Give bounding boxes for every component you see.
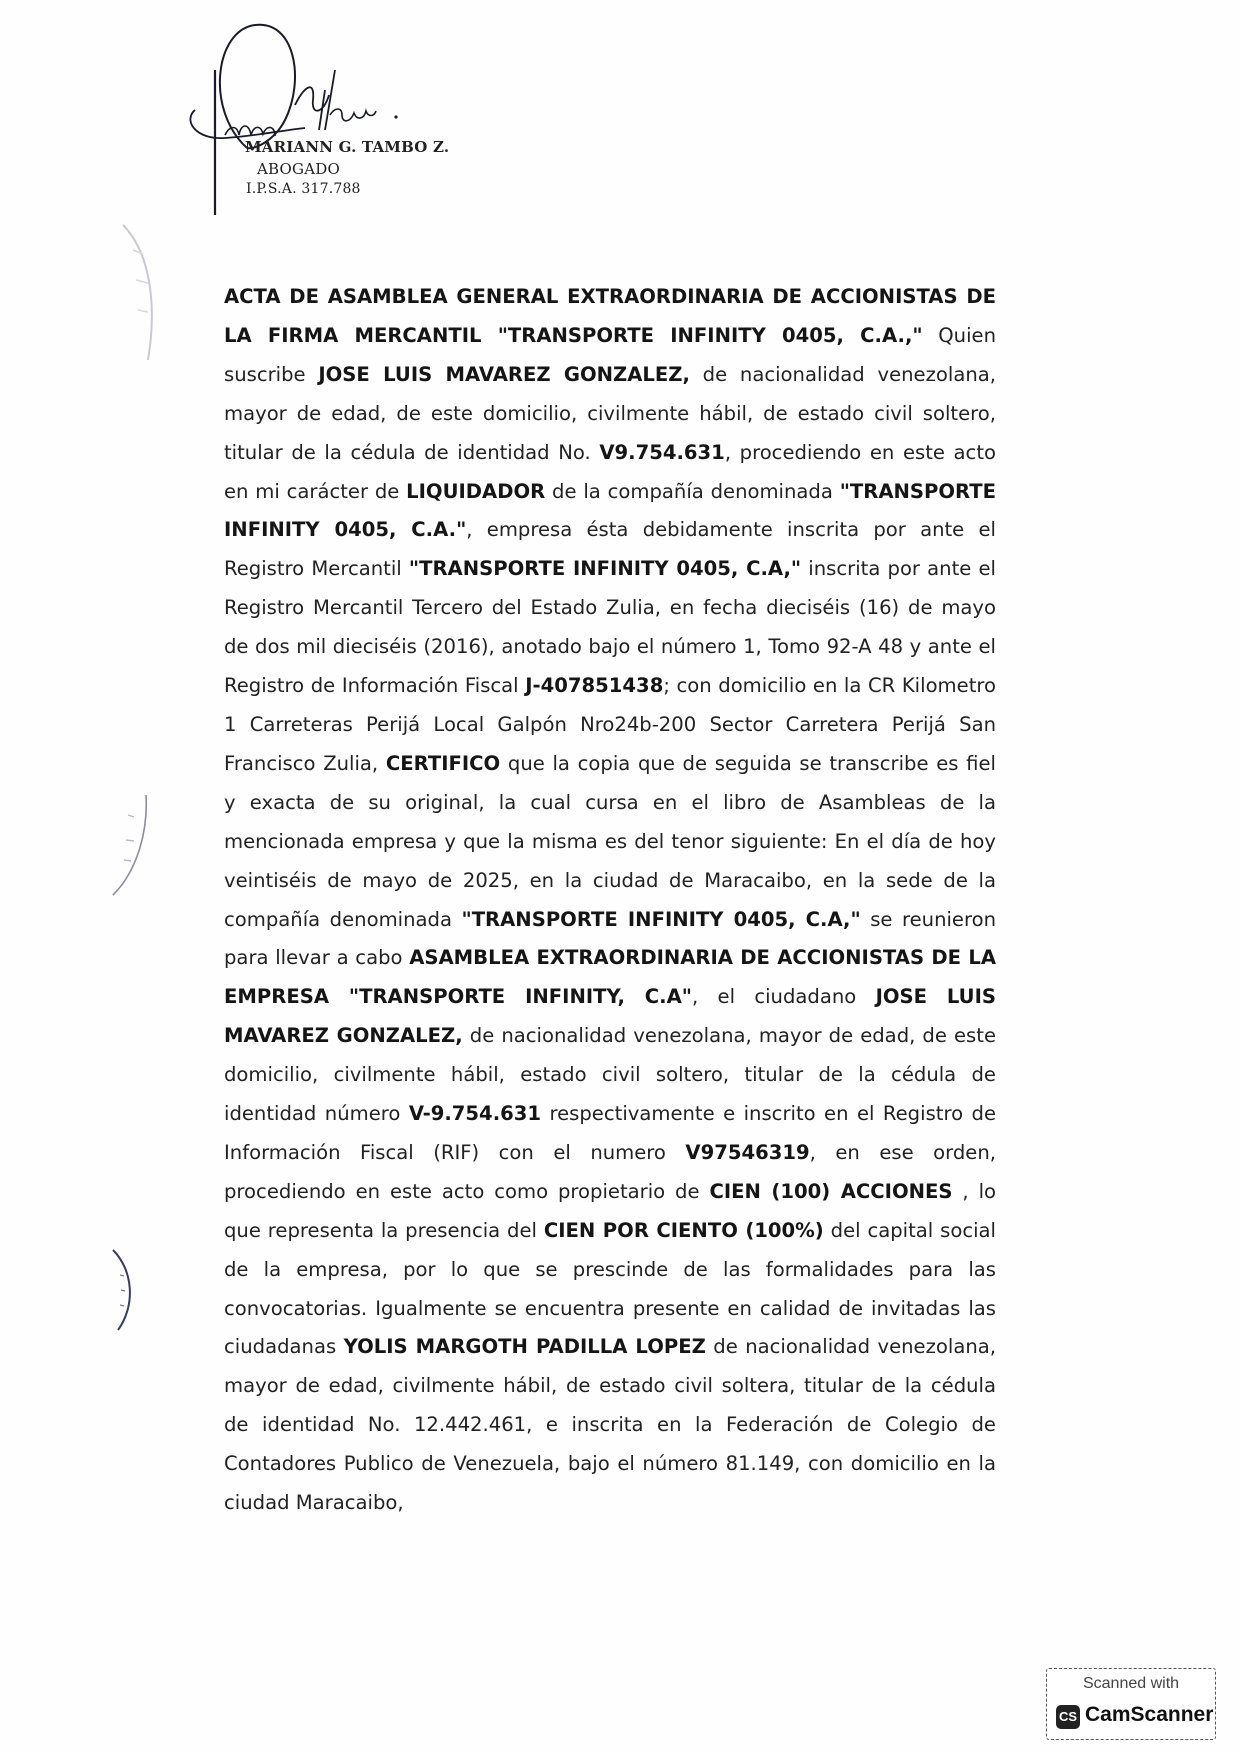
bold-text-run: YOLIS MARGOTH PADILLA LOPEZ [343, 1335, 706, 1359]
bold-text-run: "TRANSPORTE INFINITY 0405, C.A." [224, 479, 996, 542]
text-run: , el ciudadano [692, 985, 876, 1009]
camscanner-badge [1046, 1668, 1216, 1740]
lawyer-title: ABOGADO [257, 160, 340, 178]
bold-text-run: J-407851438 [525, 674, 664, 698]
bold-text-run: JOSE LUIS MAVAREZ GONZALEZ, [224, 985, 996, 1048]
text-run: de nacionalidad venezolana, mayor de edad, civilmente hábil, de estado civil soltera, titular de la cédula de identidad No. 12.442.461, e inscrita en la Federación de Colegio de Contadores Publico de Venezuela, bajo el número 81.149, con domicilio en la ciudad Maracaibo, [224, 1335, 996, 1515]
camscanner-app-name: CamScanner [1085, 1703, 1214, 1726]
bold-text-run: CERTIFICO [385, 751, 501, 775]
camscanner-logo-icon: CS [1056, 1705, 1080, 1729]
lawyer-name: MARIANN G. TAMBO Z. [245, 138, 450, 156]
text-run: , en ese orden, procediendo en este acto como propietario de [224, 1140, 996, 1203]
bold-text-run: ACTA DE ASAMBLEA GENERAL EXTRAORDINARIA DE ACCIONISTAS DE LA FIRMA MERCANTIL "TRANSPORTE INFINITY 0405, C.A.," [224, 285, 996, 347]
bold-text-run: V9.754.631 [599, 440, 725, 464]
bold-text-run: CIEN (100) ACCIONES [709, 1179, 953, 1203]
text-run: de nacionalidad venezolana, mayor de edad, de este domicilio, civilmente hábil, estado civil soltero, titular de la cédula de identidad número [224, 1024, 996, 1126]
text-run: se reunieron para llevar a cabo [224, 907, 997, 970]
lawyer-ipsa-number: I.P.S.A. 317.788 [246, 181, 361, 197]
faint-seal-mark-top [118, 220, 168, 370]
bold-text-run: JOSE LUIS MAVAREZ GONZALEZ, [318, 362, 690, 386]
bold-text-run: V-9.754.631 [408, 1102, 542, 1126]
bold-text-run: "TRANSPORTE INFINITY 0405, C.A," [408, 557, 802, 581]
faint-seal-mark-bottom [108, 1245, 148, 1335]
handwritten-signature-icon [185, 10, 445, 240]
text-run: de nacionalidad venezolana, mayor de edad, de este domicilio, civilmente hábil, de estado civil soltero, titular de la cédula de identidad No. [224, 362, 996, 464]
acta-body-text [224, 278, 996, 1523]
bold-text-run: CIEN POR CIENTO (100%) [543, 1218, 824, 1242]
text-run: que la copia que de seguida se transcribe es fiel y exacta de su original, la cual cursa en el libro de Asambleas de la mencionada empresa y que la misma es del tenor siguiente: En el día de hoy veintiséis de mayo de 2025, en la ciudad de Maracaibo, en la sede de la compañía denominada [224, 751, 996, 931]
bold-text-run: "TRANSPORTE INFINITY 0405, C.A," [461, 907, 861, 931]
text-run: , lo que representa la presencia del [224, 1179, 997, 1242]
text-run: , procediendo en este acto en mi carácter de [224, 440, 996, 503]
faint-seal-mark-middle [108, 790, 153, 900]
lawyer-stamp [185, 10, 450, 240]
text-run: de la compañía denominada [545, 479, 840, 503]
text-run: , empresa ésta debidamente inscrita por ante el Registro Mercantil [224, 518, 996, 581]
text-run: respectivamente e inscrito en el Registro de Información Fiscal (RIF) con el numero [224, 1102, 996, 1164]
bold-text-run: ASAMBLEA EXTRAORDINARIA DE ACCIONISTAS DE LA EMPRESA "TRANSPORTE INFINITY, C.A" [224, 946, 996, 1009]
text-run: del capital social de la empresa, por lo que se prescinde de las formalidades para las convocatorias. Igualmente se encuentra presente en calidad de invitadas las ciudadanas [224, 1218, 996, 1359]
bold-text-run: LIQUIDADOR [406, 479, 546, 503]
bold-text-run: V97546319 [685, 1140, 810, 1164]
scanned-with-label: Scanned with [1082, 1675, 1180, 1692]
text-run: inscrita por ante el Registro Mercantil Tercero del Estado Zulia, en fecha dieciséis (16) de mayo de dos mil dieciséis (2016), anotado bajo el número 1, Tomo 92-A 48 y ante el Registro de Información Fiscal [224, 557, 997, 698]
text-run: ; con domicilio en la CR Kilometro 1 Carreteras Perijá Local Galpón Nro24b-200 Sector Carretera Perijá San Francisco Zulia, [224, 674, 996, 775]
text-run: Quien suscribe [224, 323, 996, 386]
